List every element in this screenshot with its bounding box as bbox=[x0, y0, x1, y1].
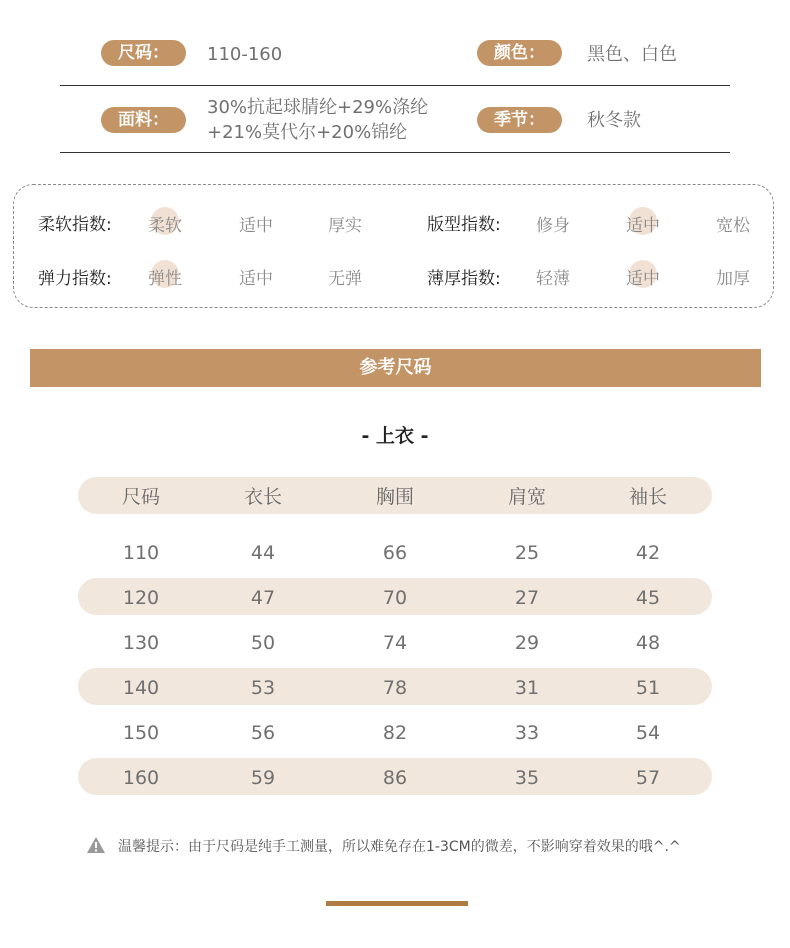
table-header-cell: 肩宽 bbox=[507, 486, 546, 508]
fabric-label-pill: 面料： bbox=[101, 107, 186, 133]
elasticity-label: 弹力指数: bbox=[38, 269, 112, 289]
size-label-pill: 尺码： bbox=[101, 40, 186, 66]
season-label-pill: 季节： bbox=[477, 107, 562, 133]
table-cell: 27 bbox=[514, 587, 540, 609]
size-reference-band: 参考尺码 bbox=[30, 349, 761, 387]
table-cell: 50 bbox=[250, 632, 276, 654]
table-cell: 42 bbox=[635, 542, 661, 564]
elasticity-option: 适中 bbox=[239, 269, 273, 289]
table-header-cell: 袖长 bbox=[628, 486, 667, 508]
table-cell: 35 bbox=[514, 767, 540, 789]
softness-option: 柔软 bbox=[148, 216, 182, 236]
section-subtitle: - 上衣 - bbox=[361, 425, 429, 447]
table-header-cell: 衣长 bbox=[243, 486, 282, 508]
table-cell: 53 bbox=[250, 677, 276, 699]
spec-divider-1 bbox=[60, 85, 730, 86]
table-cell: 44 bbox=[250, 542, 276, 564]
table-header-cell: 胸围 bbox=[375, 486, 414, 508]
fabric-value-line2: +21%莫代尔+20%锦纶 bbox=[207, 122, 408, 143]
fabric-value-line1: 30%抗起球腈纶+29%涤纶 bbox=[207, 97, 429, 118]
table-cell: 56 bbox=[250, 722, 276, 744]
table-cell: 66 bbox=[382, 542, 408, 564]
table-cell: 57 bbox=[635, 767, 661, 789]
elasticity-option: 无弹 bbox=[328, 269, 362, 289]
fit-label: 版型指数: bbox=[427, 215, 501, 235]
size-value: 110-160 bbox=[207, 44, 283, 65]
measurement-note: 温馨提示：由于尺码是纯手工测量，所以难免存在1-3CM的微差，不影响穿着效果的哦^.^ bbox=[118, 839, 681, 855]
table-cell: 130 bbox=[122, 632, 160, 654]
thickness-label: 薄厚指数: bbox=[427, 269, 501, 289]
table-header-cell: 尺码 bbox=[121, 486, 160, 508]
table-cell: 25 bbox=[514, 542, 540, 564]
table-cell: 31 bbox=[514, 677, 540, 699]
fit-option: 适中 bbox=[626, 216, 660, 236]
bottom-accent-bar bbox=[326, 901, 468, 906]
thickness-option: 轻薄 bbox=[536, 269, 570, 289]
table-cell: 120 bbox=[122, 587, 160, 609]
table-cell: 110 bbox=[122, 542, 160, 564]
color-value: 黑色、白色 bbox=[587, 44, 677, 65]
thickness-option: 加厚 bbox=[716, 269, 750, 289]
table-cell: 54 bbox=[635, 722, 661, 744]
table-cell: 51 bbox=[635, 677, 661, 699]
table-cell: 160 bbox=[122, 767, 160, 789]
spec-divider-2 bbox=[60, 152, 730, 153]
table-cell: 45 bbox=[635, 587, 661, 609]
softness-label: 柔软指数: bbox=[38, 215, 112, 235]
table-cell: 150 bbox=[122, 722, 160, 744]
table-cell: 48 bbox=[635, 632, 661, 654]
table-cell: 59 bbox=[250, 767, 276, 789]
color-label-pill: 颜色： bbox=[477, 40, 562, 66]
table-cell: 74 bbox=[382, 632, 408, 654]
fit-option: 宽松 bbox=[716, 216, 750, 236]
table-cell: 82 bbox=[382, 722, 408, 744]
softness-option: 厚实 bbox=[328, 216, 362, 236]
index-panel bbox=[13, 184, 774, 308]
warning-icon bbox=[86, 836, 106, 854]
table-cell: 29 bbox=[514, 632, 540, 654]
table-cell: 140 bbox=[122, 677, 160, 699]
season-value: 秋冬款 bbox=[587, 110, 641, 131]
elasticity-option: 弹性 bbox=[148, 269, 182, 289]
table-cell: 78 bbox=[382, 677, 408, 699]
table-cell: 86 bbox=[382, 767, 408, 789]
fit-option: 修身 bbox=[536, 216, 570, 236]
table-cell: 70 bbox=[382, 587, 408, 609]
table-cell: 47 bbox=[250, 587, 276, 609]
softness-option: 适中 bbox=[239, 216, 273, 236]
table-cell: 33 bbox=[514, 722, 540, 744]
thickness-option: 适中 bbox=[626, 269, 660, 289]
